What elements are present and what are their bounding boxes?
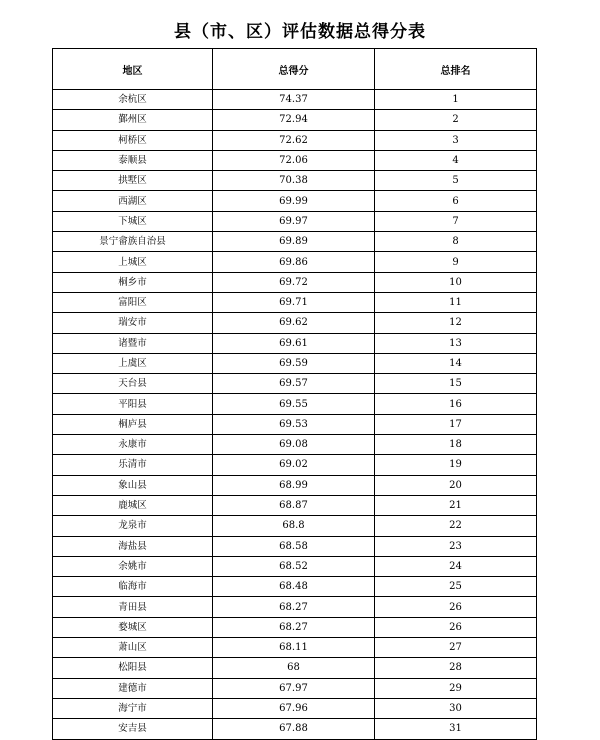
rank-cell: 3: [375, 130, 537, 150]
table-row: [53, 597, 537, 617]
region-cell: 景宁畲族自治县: [53, 232, 213, 252]
score-cell: 67.97: [213, 678, 375, 698]
table-row: [53, 272, 537, 292]
region-cell: 乐清市: [53, 455, 213, 475]
table-row: [53, 678, 537, 698]
table-row: [53, 211, 537, 231]
rank-cell: 9: [375, 252, 537, 272]
score-cell: 72.62: [213, 130, 375, 150]
region-cell: 海盐县: [53, 536, 213, 556]
score-cell: 69.53: [213, 414, 375, 434]
region-cell: 龙泉市: [53, 516, 213, 536]
score-cell: 74.37: [213, 90, 375, 110]
rank-cell: 16: [375, 394, 537, 414]
rank-cell: 25: [375, 577, 537, 597]
region-cell: 天台县: [53, 374, 213, 394]
region-cell: 鹿城区: [53, 495, 213, 515]
table-row: [53, 313, 537, 333]
region-cell: 拱墅区: [53, 171, 213, 191]
rank-cell: 30: [375, 698, 537, 718]
table-row: [53, 90, 537, 110]
table-row: [53, 435, 537, 455]
score-cell: 68.87: [213, 495, 375, 515]
table-row: [53, 374, 537, 394]
score-cell: 68.8: [213, 516, 375, 536]
score-cell: 69.55: [213, 394, 375, 414]
region-cell: 上虞区: [53, 353, 213, 373]
table-header-row: [53, 49, 537, 90]
rank-cell: 21: [375, 495, 537, 515]
score-cell: 68: [213, 658, 375, 678]
rank-cell: 7: [375, 211, 537, 231]
score-cell: 68.58: [213, 536, 375, 556]
region-cell: 海宁市: [53, 698, 213, 718]
score-cell: 69.08: [213, 435, 375, 455]
score-cell: 68.11: [213, 638, 375, 658]
region-cell: 象山县: [53, 475, 213, 495]
region-cell: 松阳县: [53, 658, 213, 678]
region-cell: 柯桥区: [53, 130, 213, 150]
region-cell: 永康市: [53, 435, 213, 455]
score-cell: 67.88: [213, 719, 375, 739]
rank-cell: 20: [375, 475, 537, 495]
table-row: [53, 698, 537, 718]
rank-cell: 6: [375, 191, 537, 211]
region-cell: 上城区: [53, 252, 213, 272]
score-cell: 68.27: [213, 597, 375, 617]
region-cell: 富阳区: [53, 292, 213, 312]
region-cell: 桐乡市: [53, 272, 213, 292]
score-cell: 69.97: [213, 211, 375, 231]
table-row: [53, 130, 537, 150]
table-row: [53, 333, 537, 353]
rank-cell: 18: [375, 435, 537, 455]
rank-cell: 2: [375, 110, 537, 130]
score-cell: 70.38: [213, 171, 375, 191]
rank-cell: 15: [375, 374, 537, 394]
region-cell: 建德市: [53, 678, 213, 698]
region-cell: 鄞州区: [53, 110, 213, 130]
score-cell: 67.96: [213, 698, 375, 718]
table-body: [53, 90, 537, 740]
header-total-score: 总得分: [213, 49, 375, 90]
rank-cell: 27: [375, 638, 537, 658]
score-cell: 69.72: [213, 272, 375, 292]
region-cell: 平阳县: [53, 394, 213, 414]
table-row: [53, 110, 537, 130]
rank-cell: 5: [375, 171, 537, 191]
table-row: [53, 617, 537, 637]
region-cell: 余杭区: [53, 90, 213, 110]
rank-cell: 23: [375, 536, 537, 556]
score-cell: 69.61: [213, 333, 375, 353]
rank-cell: 12: [375, 313, 537, 333]
region-cell: 下城区: [53, 211, 213, 231]
rank-cell: 10: [375, 272, 537, 292]
region-cell: 余姚市: [53, 556, 213, 576]
score-cell: 69.86: [213, 252, 375, 272]
header-total-rank: 总排名: [375, 49, 537, 90]
region-cell: 诸暨市: [53, 333, 213, 353]
table-row: [53, 394, 537, 414]
score-cell: 69.59: [213, 353, 375, 373]
score-cell: 69.02: [213, 455, 375, 475]
rank-cell: 4: [375, 150, 537, 170]
table-row: [53, 455, 537, 475]
table-row: [53, 719, 537, 739]
score-cell: 68.27: [213, 617, 375, 637]
table-row: [53, 191, 537, 211]
score-cell: 69.99: [213, 191, 375, 211]
region-cell: 瑞安市: [53, 313, 213, 333]
page-title: 县（市、区）评估数据总得分表: [174, 22, 426, 42]
score-cell: 68.52: [213, 556, 375, 576]
rank-cell: 24: [375, 556, 537, 576]
region-cell: 婺城区: [53, 617, 213, 637]
table-row: [53, 475, 537, 495]
region-cell: 安吉县: [53, 719, 213, 739]
table-row: [53, 171, 537, 191]
score-cell: 69.89: [213, 232, 375, 252]
region-cell: 青田县: [53, 597, 213, 617]
region-cell: 萧山区: [53, 638, 213, 658]
rank-cell: 29: [375, 678, 537, 698]
rank-cell: 17: [375, 414, 537, 434]
rank-cell: 8: [375, 232, 537, 252]
table-row: [53, 577, 537, 597]
rank-cell: 11: [375, 292, 537, 312]
rank-cell: 31: [375, 719, 537, 739]
score-cell: 72.94: [213, 110, 375, 130]
rank-cell: 19: [375, 455, 537, 475]
rank-cell: 22: [375, 516, 537, 536]
score-cell: 69.62: [213, 313, 375, 333]
region-cell: 临海市: [53, 577, 213, 597]
score-cell: 72.06: [213, 150, 375, 170]
score-cell: 68.99: [213, 475, 375, 495]
rank-cell: 13: [375, 333, 537, 353]
score-table: [52, 48, 537, 740]
table-row: [53, 495, 537, 515]
table-row: [53, 536, 537, 556]
score-cell: 69.57: [213, 374, 375, 394]
rank-cell: 26: [375, 597, 537, 617]
rank-cell: 28: [375, 658, 537, 678]
region-cell: 西湖区: [53, 191, 213, 211]
table-row: [53, 658, 537, 678]
table-row: [53, 232, 537, 252]
table-row: [53, 252, 537, 272]
rank-cell: 1: [375, 90, 537, 110]
score-cell: 68.48: [213, 577, 375, 597]
rank-cell: 14: [375, 353, 537, 373]
rank-cell: 26: [375, 617, 537, 637]
table-row: [53, 556, 537, 576]
table-row: [53, 638, 537, 658]
region-cell: 桐庐县: [53, 414, 213, 434]
region-cell: 泰顺县: [53, 150, 213, 170]
table-row: [53, 353, 537, 373]
table-row: [53, 414, 537, 434]
table-row: [53, 150, 537, 170]
header-region: 地区: [53, 49, 213, 90]
score-cell: 69.71: [213, 292, 375, 312]
table-row: [53, 292, 537, 312]
table-row: [53, 516, 537, 536]
